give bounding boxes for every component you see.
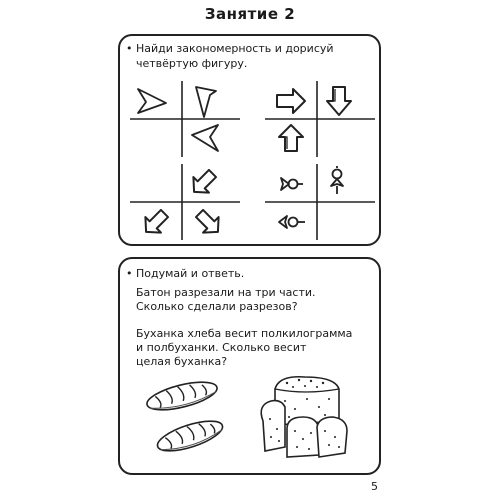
page-number: 5: [371, 480, 378, 493]
loaf-icon: [144, 377, 219, 416]
loop-arrow-right-icon: [279, 216, 305, 228]
riddle-task-card: [118, 257, 381, 475]
block-arrow-down-left-icon: [138, 206, 172, 240]
question-1-line-2: Сколько сделали разрезов?: [136, 300, 298, 313]
question-2-line-2: и полбуханки. Сколько весит: [136, 341, 307, 354]
instruction-line: Подумай и ответь.: [136, 267, 245, 280]
bread-slice-icon: [261, 401, 285, 451]
question-2-line-1: Буханка хлеба весит полкилограмма: [136, 327, 353, 340]
instruction-line-2: четвёртую фигуру.: [136, 57, 248, 70]
block-arrow-right-icon: [277, 89, 305, 113]
block-arrow-up-icon: [279, 125, 303, 151]
question-1-line-1: Батон разрезали на три части.: [136, 286, 316, 299]
arrow-shadow: [279, 91, 293, 95]
lesson-title: Занятие 2: [204, 5, 296, 23]
bread-slice-icon: [317, 417, 347, 457]
pattern-task-card: [118, 34, 381, 246]
loop-arrow-down-icon: [331, 166, 343, 194]
triangle-down-icon: [196, 87, 216, 117]
pattern-grid-diagonal-arrows: [130, 164, 240, 244]
instruction-line-1: Найди закономерность и дорисуй: [136, 42, 334, 55]
bullet: •: [126, 267, 133, 280]
triangle-right-icon: [138, 89, 166, 113]
loop-arrow-left-icon: [281, 178, 303, 190]
triangle-left-icon: [192, 125, 218, 151]
pattern-grid-triangles: [130, 81, 240, 161]
pattern-grid-block-arrows: [265, 81, 375, 161]
loaves-illustration: [132, 374, 242, 469]
bread-slices-illustration: [255, 369, 370, 464]
block-arrow-down-icon: [327, 87, 351, 115]
block-arrow-down-right-icon: [192, 206, 226, 240]
loaf-icon: [154, 415, 225, 457]
bullet: •: [126, 42, 133, 55]
bread-slice-icon: [287, 417, 319, 457]
block-arrow-down-left-icon: [186, 166, 220, 200]
pattern-grid-loop-arrows: [265, 164, 375, 244]
question-2-line-3: целая буханка?: [136, 355, 228, 368]
